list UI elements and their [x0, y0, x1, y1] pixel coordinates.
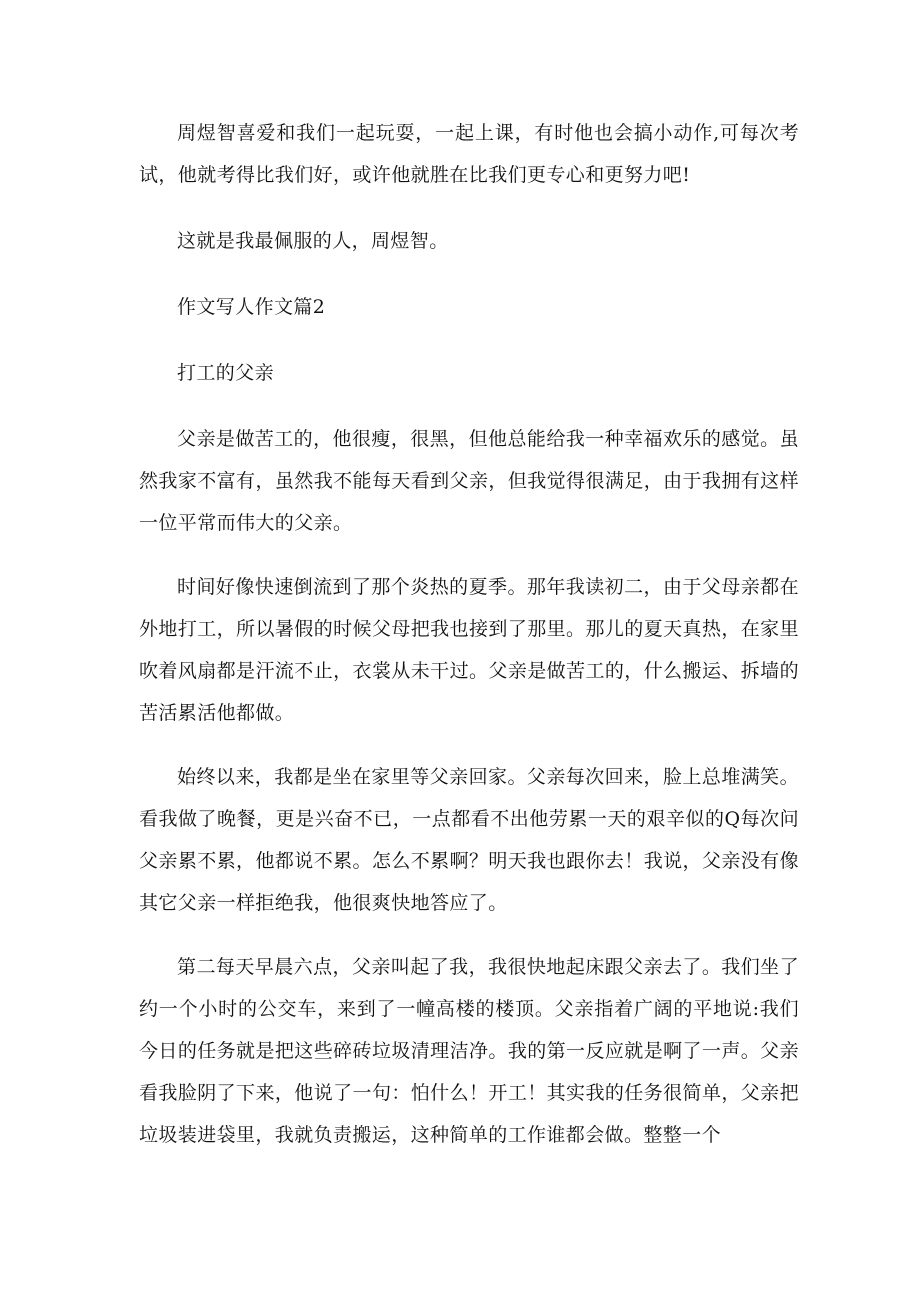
paragraph-1: 周煜智喜爱和我们一起玩耍，一起上课，有时他也会搞小动作,可每次考试，他就考得比我们好，或许他就胜在比我们更专心和更努力吧! — [139, 122, 799, 186]
section-heading: 作文写人作文篇2 — [177, 296, 326, 318]
paragraph-6: 第二每天早晨六点，父亲叫起了我，我很快地起床跟父亲去了。我们坐了约一个小时的公交车，来到了一幢高楼的楼顶。父亲指着广阔的平地说:我们今日的任务就是把这些碎砖垃圾清理洁净。我的第一反应就是啊了一声。父亲看我脸阴了下来，他说了一句：怕什么！开工！其实我的任务很简单，父亲把垃圾装进袋里，我就负责搬运，这种简单的工作谁都会做。整整一个 — [139, 956, 799, 1146]
paragraph-2: 这就是我最佩服的人，周煜智。 — [177, 230, 449, 252]
paragraph-5: 始终以来，我都是坐在家里等父亲回家。父亲每次回来，脸上总堆满笑。看我做了晚餐，更是兴奋不已，一点都看不出他劳累一天的艰辛似的Q每次问父亲累不累，他都说不累。怎么不累啊？明天我也跟你去！我说，父亲没有像其它父亲一样拒绝我，他很爽快地答应了。 — [139, 766, 799, 914]
paragraph-4: 时间好像快速倒流到了那个炎热的夏季。那年我读初二，由于父母亲都在外地打工，所以暑假的时候父母把我也接到了那里。那儿的夏天真热，在家里吹着风扇都是汗流不止，衣裳从未干过。父亲是做苦工的，什么搬运、拆墙的苦活累活他都做。 — [139, 576, 799, 724]
paragraph-3: 父亲是做苦工的，他很瘦，很黑，但他总能给我一种幸福欢乐的感觉。虽然我家不富有，虽然我不能每天看到父亲，但我觉得很满足，由于我拥有这样一位平常而伟大的父亲。 — [139, 428, 799, 534]
essay-title: 打工的父亲 — [177, 362, 275, 384]
document-body — [139, 112, 799, 1156]
